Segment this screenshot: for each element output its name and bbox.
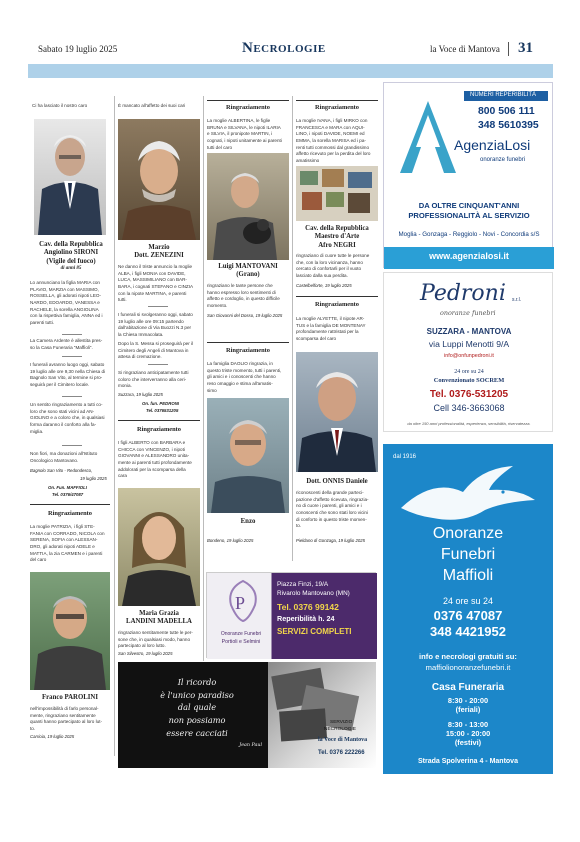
block-separator — [207, 100, 289, 101]
maffioli-hours1-label: (feriali) — [455, 705, 481, 714]
col2-photo-landini — [118, 488, 200, 606]
dove-icon — [393, 458, 543, 528]
divider — [148, 306, 168, 307]
portioli-reperibilita: Reperibilità h. 24 — [277, 614, 335, 623]
col1-intro: Ci ha lasciato il nostro caro — [32, 103, 88, 108]
maffioli-info: info e necrologi gratuiti su: — [419, 652, 517, 661]
pedroni-24h: 24 ore su 24 — [454, 369, 484, 375]
column-divider — [292, 96, 293, 561]
pedroni-socrem: Convenzionato SOCREM — [433, 377, 505, 384]
pedroni-suffix: s.r.l. — [512, 297, 522, 303]
maffioli-hours1: 8:30 - 20:00 — [447, 696, 489, 705]
maffioli-since: dal 1916 — [393, 454, 417, 460]
portioli-addr1: Piazza Finzi, 19/A — [277, 581, 329, 588]
col4-title: Ringraziamento — [314, 104, 360, 111]
pedroni-address: via Luppi Menotti 9/A — [428, 339, 510, 349]
col1-place: Bagnolo San Vito - Redondesco, — [30, 468, 93, 473]
losi-sub: onoranze funebri — [480, 157, 526, 163]
col2-thanks: I figli ALBERTO con BARBARA e CHICCA con VINCENZO, i nipoti GIOVANNI e ALESSANDRO unita- mente ai parenti tutti profondamente addolorati per la scomparsa della cara — [118, 440, 192, 479]
pedroni-tagline: da oltre 150 anni professionalità, esperienza, sensibilità, riservatezza. — [407, 421, 531, 426]
col1-text4: Un sentito ringraziamento a tutti co- loro che sono stati vicini ad AN- GIOLINO e a coloro che, in qualsiasi forma daranno il conforto alla fa- miglia. — [30, 402, 105, 434]
ad-ricordo — [118, 662, 376, 768]
col3-text2: ringraziano le tante persone che hanno espresso loro sentimenti di affetto e cordoglio, in questo difficile momento. — [207, 283, 280, 308]
losi-tagline1: DA OLTRE CINQUANT'ANNI — [418, 201, 520, 210]
maffioli-hours2: 8:30 - 13:00 — [447, 720, 489, 729]
col4-photo-paintings — [296, 166, 378, 221]
losi-places: Moglia - Gonzaga - Reggiolo - Novi - Concordia s/S — [398, 231, 540, 238]
col2-intro: È mancato all'affetto dei suoi cari — [118, 103, 186, 108]
ad-losi — [383, 82, 553, 268]
col2-name2-line1: Maria Grazia — [139, 610, 179, 617]
maffioli-casa: Casa Funeraria — [431, 682, 505, 693]
col2-sig2: San Silvestro, 19 luglio 2025 — [118, 651, 173, 656]
column-divider — [114, 96, 115, 756]
col3-text: La moglie ALBERTINA, le figlie BRUNA e SILVANA, le nipoti ILARIA e SILVIA, il pronipote MARTIN, i cognati, i nipoti unitamente ai parenti tutti del caro — [207, 118, 282, 150]
ad-maffioli — [383, 444, 553, 774]
portioli-brand2: Portioli e Selmini — [221, 639, 261, 645]
col3-title: Ringraziamento — [225, 104, 271, 111]
portioli-addr2: Rivarolo Mantovano (MN) — [277, 590, 350, 597]
col3-name2: Enzo — [240, 518, 256, 525]
losi-numbers-label: NUMERI REPERIBILITÀ — [470, 92, 537, 98]
column-divider — [203, 96, 204, 661]
maffioli-title: Onoranze Funebri Maffioli — [432, 525, 504, 584]
col1-age: di anni 85 — [60, 266, 82, 272]
header-date: Sabato 19 luglio 2025 — [38, 44, 118, 54]
col2-name2-block — [118, 610, 200, 627]
col1-thanks2: nell'impossibilità di farlo personal- mente, ringraziano sentitamente quanti hanno partecipato al loro lut- to. — [30, 706, 103, 731]
pedroni-sub: onoranze funebri — [440, 309, 496, 317]
col3-name-block — [207, 263, 289, 280]
col1-thanks: La moglie PATRIZIA, i figli STE- FANIA con CORRADO, NICOLA con SERENA, SOFIA con ALESSAN- DRO, gli adorati nipoti ADELE e MATTIA, la zia CARMEN e i parenti del caro — [30, 524, 105, 563]
block-separator — [296, 296, 378, 297]
section-title: Necrologie — [242, 40, 326, 56]
portioli-services: SERVIZI COMPLETI — [277, 627, 352, 636]
col2-undertaker: On. fun. PEDRONI — [142, 401, 179, 406]
losi-web-link[interactable]: www.agenzialosi.it — [429, 251, 509, 261]
pedroni-brand: Pedroni — [420, 281, 506, 306]
col1-name-line2: Angiolino SIRONI — [43, 249, 99, 257]
col4-name-block — [296, 225, 378, 250]
col1-text3: I funerali avranno luogo oggi, sabato 19 luglio alle ore 9,30 nella Chiesa di Bagnolo San Vito, al termine si pro- seguirà per il Cimitero locale. — [30, 362, 106, 387]
col1-name2: Franco PAROLINI — [42, 694, 98, 701]
ad-portioli — [206, 572, 376, 658]
ad-pedroni — [383, 272, 553, 432]
pedroni-city: SUZZARA - MANTOVA — [426, 327, 512, 336]
col2-thanks-title: Ringraziamento — [136, 426, 182, 433]
col4-name-line2: Maestro d'Arte — [314, 233, 360, 241]
col1-text5: Non fiori, ma donazioni all'Istituto Oncologico Mantovano. — [30, 451, 98, 463]
losi-brand: AgenziaLosi — [454, 137, 531, 153]
divider — [148, 364, 168, 365]
losi-logo-icon — [392, 97, 462, 177]
col2-sig: Suzzara, 19 luglio 2025 — [118, 392, 163, 397]
col4-title2: Ringraziamento — [314, 301, 360, 308]
portioli-logo-icon — [223, 579, 263, 623]
block-separator — [118, 420, 200, 421]
page-number: 31 — [518, 40, 533, 56]
col1-name-line1: Cav. della Repubblica — [39, 241, 103, 248]
col4-text: La moglie IVANA, i figli MIRKO con FRANCESCA e MARA con AQUI- LINO, i nipoti DAVIDE, NOEMI ed EMMA, la sorella MARISA ed i pa- renti tutti commossi dal grandissimo affetto ricevuto per la perdita del loro amatissimo — [296, 118, 371, 163]
col2-name-line2: Dott. ZENEZINI — [134, 252, 184, 260]
col4-text4: riconoscenti della grande parteci- pazione d'affetto ricevuta, ringrazia- no di cuore i parenti, gli amici e i conoscenti che sono stati loro vicini di conforto in questo triste momen- to. — [296, 490, 369, 529]
block-separator — [296, 100, 378, 101]
pedroni-cell: Cell 346-3663068 — [433, 403, 505, 413]
divider — [62, 445, 82, 446]
col2-name2-line2: LANDINI MADELLA — [126, 618, 192, 626]
maffioli-hours3: 15:00 - 20:00 — [445, 729, 491, 738]
col1-photo-parolini — [30, 572, 110, 690]
col1-undertaker-tel: Tel. 0376/47087 — [52, 492, 84, 497]
col1-undertaker: On. Fun. MAFFIOLI — [48, 485, 87, 490]
newspaper-name: la Voce di Mantova — [430, 44, 500, 54]
losi-tel1: 800 506 111 — [478, 106, 535, 117]
losi-tel2: 348 5610395 — [478, 120, 539, 131]
ricordo-label1: SERVIZIO — [330, 720, 353, 725]
col2-undertaker-tel: Tel. 0376531205 — [146, 408, 179, 413]
col3-name-line1: Luigi MANTOVANI — [218, 263, 278, 270]
col2-photo-zenezini — [118, 119, 200, 240]
maffioli-address: Strada Spolverina 4 - Mantova — [418, 758, 518, 765]
ricordo-paper-logo: la Voce di Mantova — [318, 737, 368, 743]
col1-text2: La Camera Ardente è allestita pres- so la Casa Funeraria “Maffioli”. — [30, 338, 103, 350]
col2-text3: Dopo la S. Messa si proseguirà per il Cimitero degli Angeli di Mantova in attesa di cremazione. — [118, 341, 194, 360]
divider — [62, 396, 82, 397]
col3-text3: La famiglia DAOLIO ringrazia, in questo triste momento, tutti i parenti, gli amici e i conoscenti che hanno reso omaggio e stima all'amatis- simo — [207, 361, 282, 393]
maffioli-tel2: 348 4421952 — [430, 624, 506, 639]
col4-sig: Castelbelforte, 19 luglio 2025 — [296, 283, 352, 288]
col2-name-block — [118, 244, 200, 261]
col4-name-line3: Afro NEGRI — [318, 241, 356, 249]
ricordo-poem: Il ricordo è l'unico paradiso dal quale non possiamo essere cacciati Jean Paul — [132, 676, 262, 749]
col1-date: 19 luglio 2025 — [80, 476, 107, 481]
ricordo-tel: Tel. 0376 222266 — [318, 750, 365, 756]
maffioli-hours3-label: (festivi) — [454, 738, 482, 747]
col4-name2: Dott. ONNIS Daniele — [306, 478, 368, 485]
col2-text: Ne danno il triste annuncio la moglie ALBA, i figli MONIA con DAVIDE, LUCA, MASSIMILIANO con BAR- BARA, i cognati STEFANO e CINZIA con la nipote MARTINA, e parenti tutti. — [118, 264, 194, 303]
col2-text4: Si ringraziano anticipatamente tutti coloro che interverranno alla ceri- monia. — [118, 370, 189, 389]
portioli-brand1: Onoranze Funebri — [220, 631, 262, 637]
col3-title2: Ringraziamento — [225, 347, 271, 354]
col1-sig2: Carrioia, 19 luglio 2025 — [30, 734, 75, 739]
col2-thanks2: ringraziano sentitamente tutte le per- sone che, in qualsiasi modo, hanno partecipato al loro lutto. — [118, 630, 193, 649]
col3-sig: San Giovanni del Dosso, 19 luglio 2025 — [207, 313, 283, 318]
col3-photo-enzo — [207, 398, 289, 513]
col4-photo-onnis — [296, 352, 378, 472]
divider — [62, 356, 82, 357]
header-divider — [508, 42, 509, 56]
col4-sig2: Pieldano di Gonzaga, 19 luglio 2025 — [296, 538, 366, 543]
col1-name-line3: (Vigile del fuoco) — [46, 257, 96, 265]
svg-text:P: P — [235, 593, 246, 613]
col2-name-line1: Marzio — [148, 244, 170, 251]
col4-text3: La moglie ALYETTE, il nipote AR- TUS e la famiglia DE MONTENAY profondamente rattristati per la scomparsa del caro — [296, 316, 366, 341]
block-separator — [30, 504, 110, 505]
ricordo-label2: NECROLOGIE — [324, 727, 356, 732]
col1-name-block — [26, 241, 116, 273]
portioli-tel: Tel. 0376 99142 — [277, 602, 339, 612]
header-blue-band — [28, 64, 553, 78]
divider — [62, 334, 82, 335]
block-separator — [207, 342, 289, 343]
col4-text2: ringraziano di cuore tutte le persone che, con la loro vicinanza, hanno cercato di confortarli per il vuoto lasciato dalla sua perdita. — [296, 253, 370, 278]
maffioli-web-link[interactable]: maffiolionoranzefunebri.it — [425, 663, 511, 672]
ricordo-author: Jean Paul — [239, 742, 262, 748]
pedroni-tel: Tel. 0376-531205 — [429, 389, 509, 400]
maffioli-tel1: 0376 47087 — [433, 608, 503, 623]
maffioli-24h: 24 ore su 24 — [442, 596, 494, 606]
col1-thanks-title: Ringraziamento — [47, 510, 93, 517]
losi-tagline2: PROFESSIONALITÀ AL SERVIZIO — [408, 211, 530, 220]
col3-name-line2: (Grano) — [236, 271, 260, 279]
col2-text2: I funerali si svolgeranno oggi, sabato 19 luglio alle ore 09:15 partendo dall'abitazione di Via Buozzi N.3 per la Chiesa Immacolata. — [118, 312, 193, 337]
pedroni-email[interactable]: info@onfunpedroni.it — [444, 353, 494, 359]
col1-text: Lo annunciano la figlia MARIA con PLAVIO, MARZIA con MASSIMO, ROSSELLA, gli adorati nipoti LEO- NARDO, EDOARDO, VANESSA e RACHELE, la sorella ANGIOLINA con la rispettiva famiglia, ANNA ed i parenti tutti. — [30, 280, 103, 325]
col3-sig2: Bondeno, 19 luglio 2025 — [207, 538, 254, 543]
col3-photo-mantovani — [207, 153, 289, 260]
col4-name-line1: Cav. della Repubblica — [305, 225, 369, 232]
col1-photo-sironi — [34, 119, 106, 235]
